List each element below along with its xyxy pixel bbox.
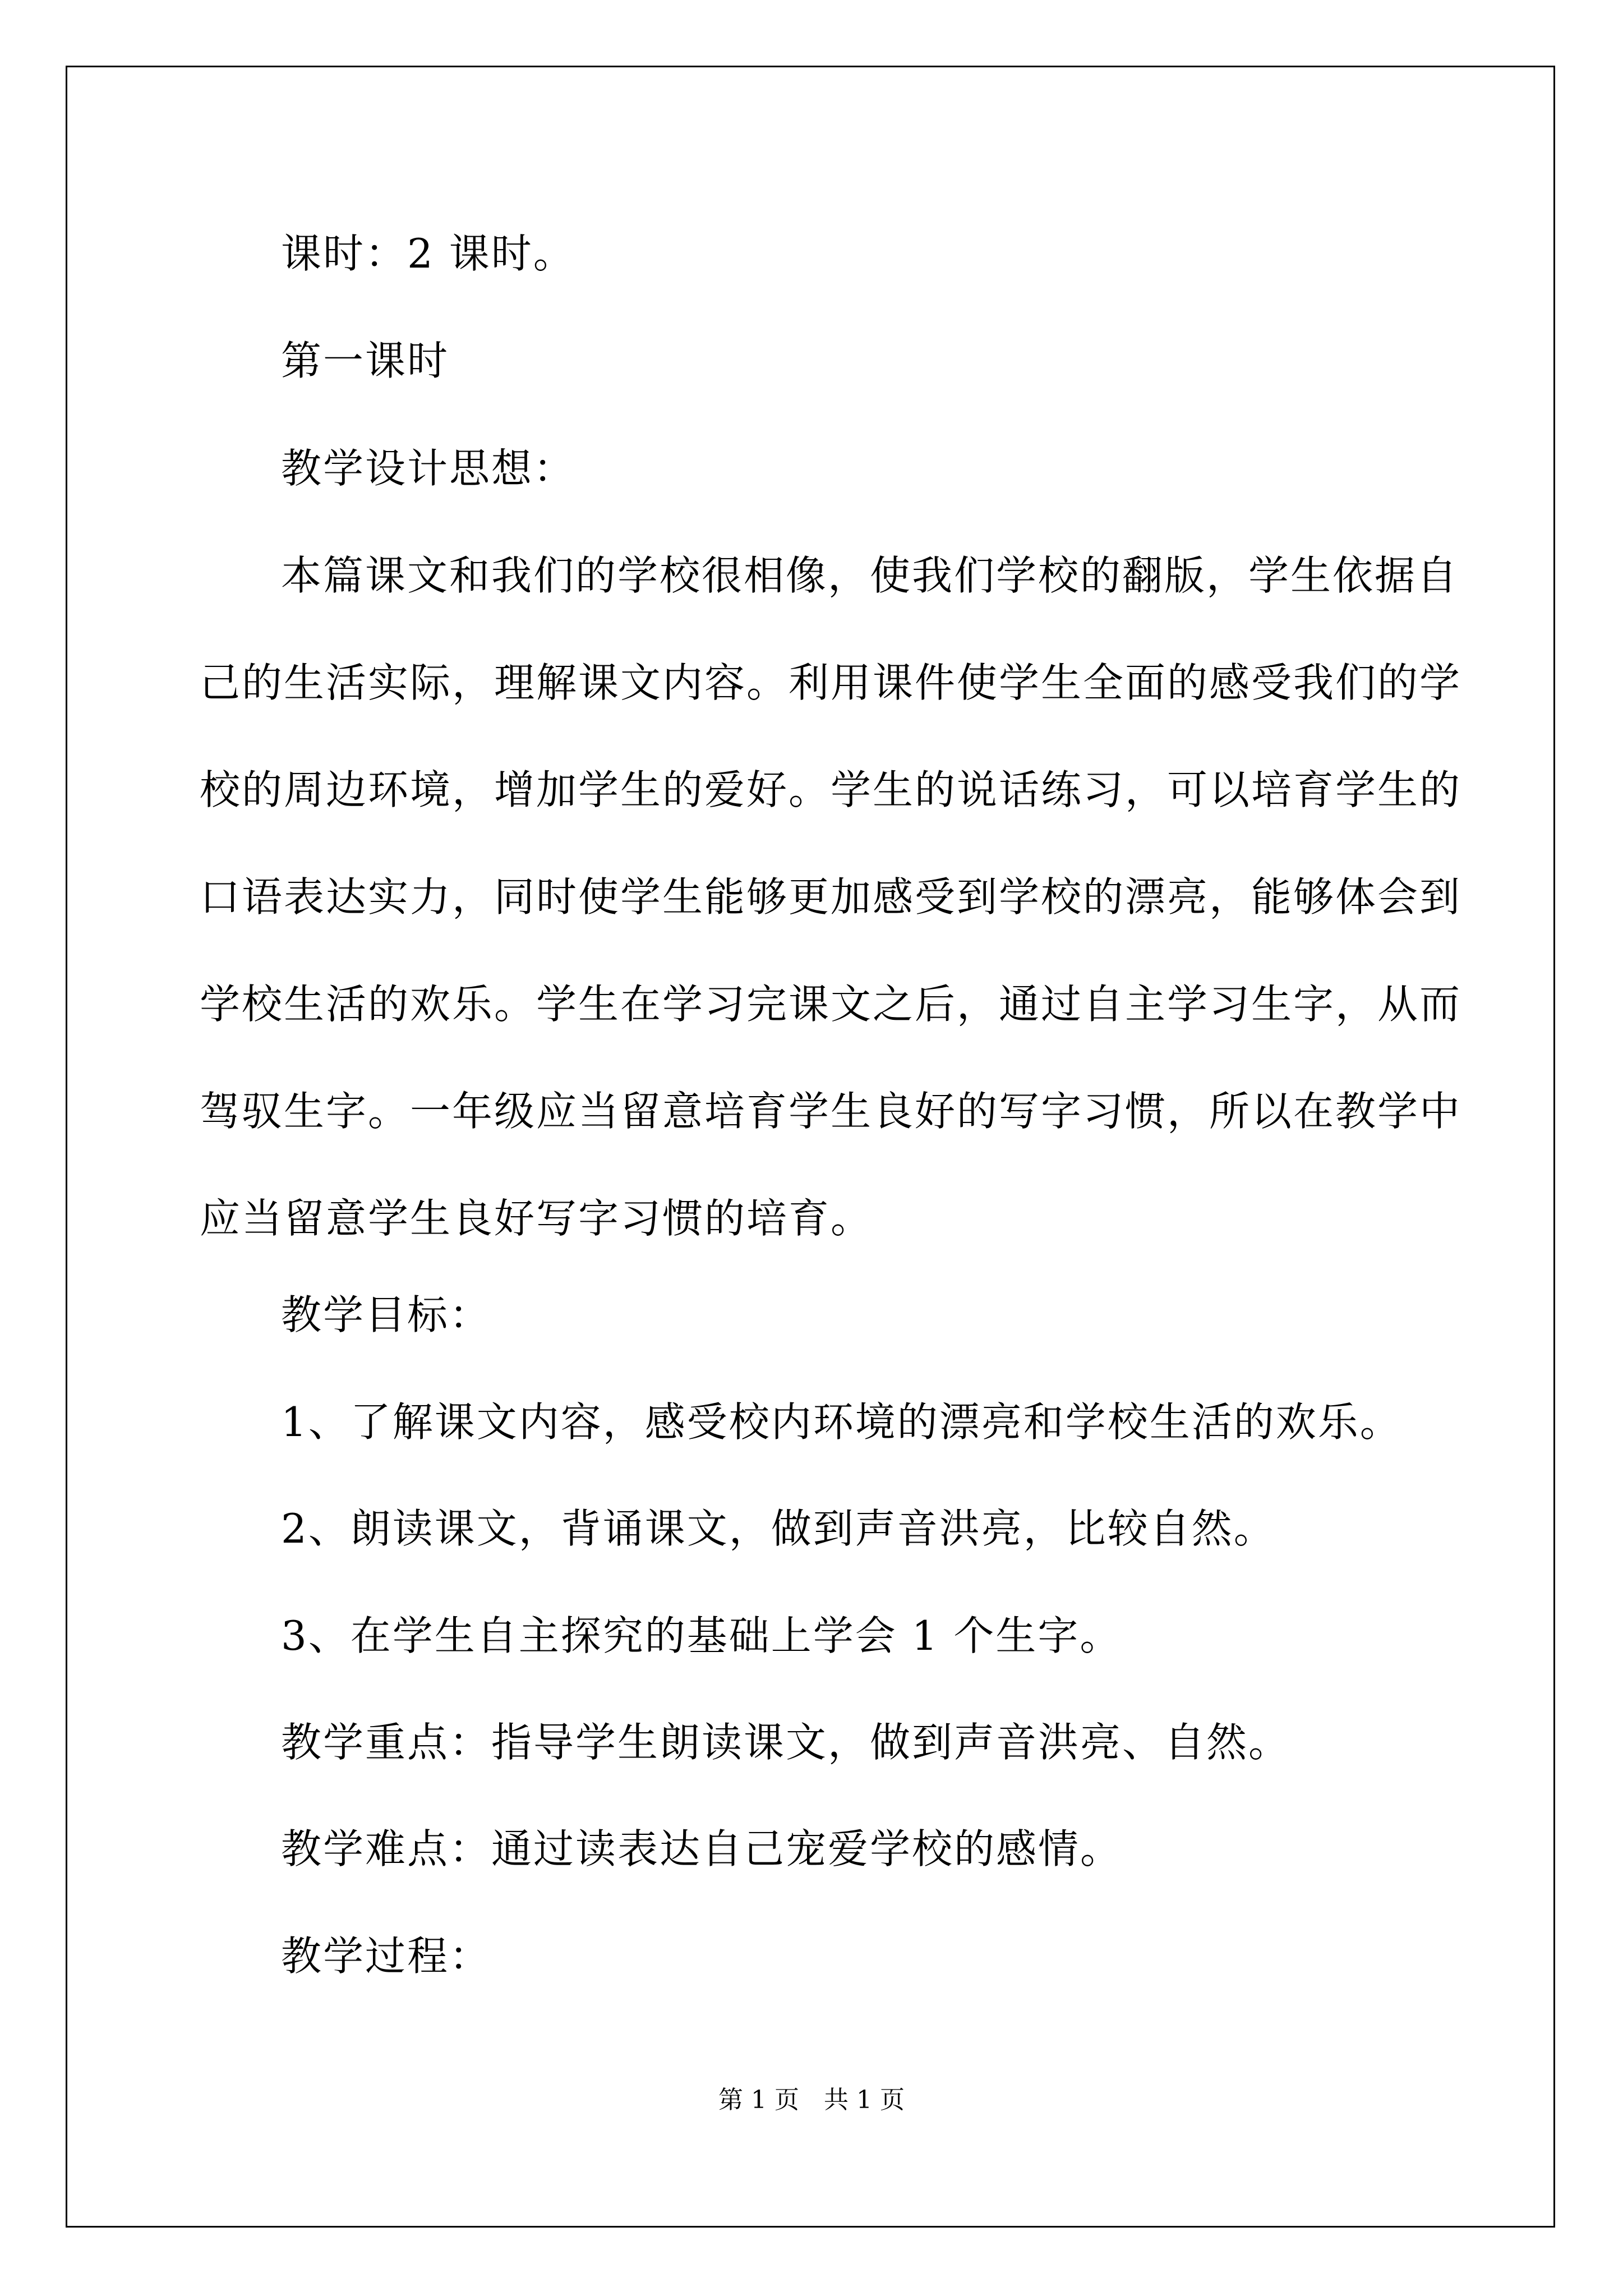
- objective-item: 1、了解课文内容，感受校内环境的漂亮和学校生活的欢乐。: [281, 1398, 1402, 1446]
- paragraph-row: 口语表达实力，同时使学生能够更加感受到学校的漂亮，能够体会到: [200, 873, 1462, 921]
- process-heading: 教学过程：: [281, 1932, 492, 1980]
- paragraph-row: 学校生活的欢乐。学生在学习完课文之后，通过自主学习生字，从而: [200, 981, 1462, 1028]
- objective-item: 2、朗读课文，背诵课文，做到声音洪亮，比较自然。: [281, 1505, 1276, 1552]
- paragraph-row: 校的周边环境，增加学生的爱好。学生的说话练习，可以培育学生的: [200, 766, 1462, 813]
- objective-item: 3、在学生自主探究的基础上学会 1 个生字。: [281, 1612, 1122, 1659]
- key-point-line: 教学重点：指导学生朗读课文，做到声音洪亮、自然。: [281, 1719, 1291, 1766]
- paragraph-row: 驾驭生字。一年级应当留意培育学生良好的写字习惯，所以在教学中: [200, 1088, 1462, 1135]
- paragraph-row: 己的生活实际，理解课文内容。利用课件使学生全面的感受我们的学: [200, 659, 1462, 706]
- paragraph-row: 应当留意学生良好写字习惯的培育。: [200, 1195, 873, 1242]
- difficulty-line: 教学难点：通过读表达自己宠爱学校的感情。: [281, 1825, 1123, 1872]
- page-number-footer: 第 1 页 共 1 页: [718, 2086, 905, 2114]
- paragraph-row: 本篇课文和我们的学校很相像，使我们学校的翻版，学生依据自: [281, 552, 1459, 599]
- design-thoughts-paragraph: [200, 549, 1462, 1299]
- objectives-heading: 教学目标：: [281, 1291, 492, 1338]
- class-hours-line: 课时：2 课时。: [281, 230, 575, 277]
- design-thoughts-heading: 教学设计思想：: [281, 445, 576, 492]
- first-lesson-heading: 第一课时: [281, 337, 450, 384]
